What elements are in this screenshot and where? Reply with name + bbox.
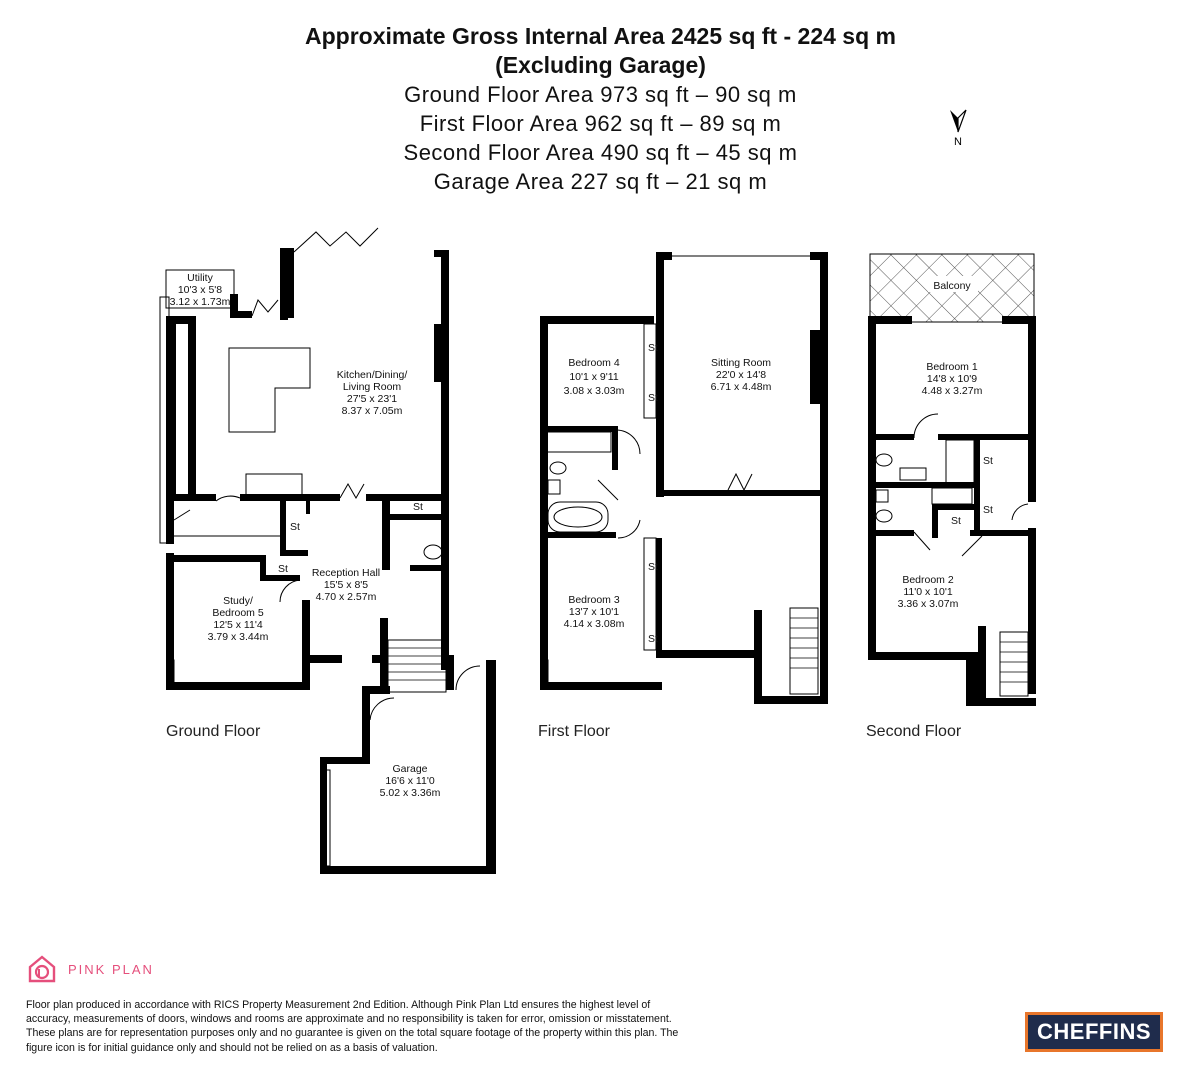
balcony-name: Balcony bbox=[933, 280, 971, 292]
door-swing bbox=[174, 510, 190, 520]
wall bbox=[382, 498, 390, 570]
study-name-1: Study/ bbox=[223, 595, 253, 607]
wall bbox=[166, 316, 176, 498]
wall bbox=[486, 660, 496, 874]
second-floor-area: Second Floor Area 490 sq ft – 45 sq m bbox=[403, 140, 798, 165]
wall bbox=[868, 434, 914, 440]
wall bbox=[280, 498, 286, 556]
wall bbox=[362, 690, 370, 760]
store-label: St bbox=[648, 342, 658, 354]
wall bbox=[656, 650, 756, 658]
shower bbox=[946, 440, 974, 484]
wall bbox=[540, 316, 548, 688]
bath-inner bbox=[554, 507, 602, 527]
fireplace bbox=[434, 324, 449, 382]
cheffins-name: CHEFFINS bbox=[1037, 1019, 1151, 1044]
first-floor-label: First Floor bbox=[538, 723, 610, 740]
excluding-garage-note: (Excluding Garage) bbox=[495, 52, 706, 78]
double-door bbox=[728, 474, 752, 490]
door-swing bbox=[914, 532, 930, 550]
store-label: St bbox=[290, 521, 300, 533]
door-swing bbox=[280, 580, 300, 602]
reception-imperial: 15'5 x 8'5 bbox=[323, 579, 369, 591]
bedroom1-imperial: 14'8 x 10'9 bbox=[926, 373, 978, 385]
wall bbox=[306, 498, 310, 514]
wall bbox=[868, 482, 980, 488]
door-swing bbox=[1012, 504, 1028, 520]
wall bbox=[446, 655, 454, 690]
sitting-room-imperial: 22'0 x 14'8 bbox=[715, 369, 767, 381]
wall bbox=[868, 530, 914, 536]
store-label: St bbox=[413, 501, 423, 513]
wall bbox=[188, 316, 196, 498]
disclaimer-text: Floor plan produced in accordance with RICS Property Measurement 2nd Edition. Although Pink Plan Ltd ensures the highest level of accuracy, measurements of doors, windows and rooms are approximate and no responsibility is taken for error, omission or misstatement. These plans are for representation purposes only and no guarantee is given on the total square footage of the property within this plan. The figure icon is for initial guidance only and should not be relied on as a basis of valuation. bbox=[26, 999, 679, 1054]
wall bbox=[970, 530, 1036, 536]
utility-metric: 3.12 x 1.73m bbox=[169, 296, 231, 308]
wall bbox=[540, 316, 654, 324]
wall bbox=[938, 434, 1036, 440]
pink-plan-name: PINK PLAN bbox=[68, 961, 154, 977]
wall bbox=[366, 494, 449, 501]
wall bbox=[540, 532, 616, 538]
wall bbox=[754, 610, 762, 704]
bedroom4-name: Bedroom 4 bbox=[568, 357, 620, 369]
wall bbox=[166, 555, 266, 562]
fireplace bbox=[810, 330, 820, 404]
wall bbox=[820, 252, 828, 702]
kitchen-island bbox=[229, 348, 310, 432]
store-label: St bbox=[983, 504, 993, 516]
wall bbox=[754, 696, 828, 704]
door-swing bbox=[616, 430, 640, 454]
shower bbox=[932, 488, 972, 504]
bedroom4-imperial: 10'1 x 9'11 bbox=[569, 371, 619, 383]
bifold-door bbox=[252, 300, 278, 316]
sitting-room-name: Sitting Room bbox=[710, 357, 772, 369]
second-floor-plan bbox=[866, 254, 1036, 740]
wall bbox=[240, 494, 340, 501]
door-swing bbox=[914, 414, 938, 438]
wall bbox=[932, 504, 978, 510]
wall bbox=[302, 600, 310, 690]
door-swing bbox=[216, 496, 240, 501]
gross-area-title: Approximate Gross Internal Area 2425 sq ft - 224 sq m bbox=[305, 23, 896, 49]
door-swing bbox=[370, 698, 394, 720]
utility-name: Utility bbox=[187, 272, 213, 284]
first-floor-plan bbox=[538, 252, 828, 740]
wall bbox=[868, 652, 982, 660]
store-label: St bbox=[648, 561, 658, 573]
bedroom2-name: Bedroom 2 bbox=[902, 574, 954, 586]
north-label: N bbox=[954, 136, 962, 148]
store-label: St bbox=[951, 515, 961, 527]
wall bbox=[932, 504, 938, 538]
wall bbox=[1028, 528, 1036, 694]
double-door bbox=[340, 484, 364, 498]
wall bbox=[260, 575, 300, 581]
sitting-room-metric: 6.71 x 4.48m bbox=[710, 381, 772, 393]
wall bbox=[540, 426, 616, 432]
store-label: St bbox=[278, 563, 288, 575]
stairs bbox=[790, 608, 818, 694]
reception-metric: 4.70 x 2.57m bbox=[315, 591, 377, 603]
wall bbox=[966, 698, 1036, 706]
bifold-door bbox=[294, 228, 378, 252]
first-floor-area: First Floor Area 962 sq ft – 89 sq m bbox=[419, 111, 782, 136]
door-swing bbox=[598, 480, 618, 500]
reception-name: Reception Hall bbox=[311, 567, 381, 579]
study-metric: 3.79 x 3.44m bbox=[207, 631, 269, 643]
wall bbox=[1028, 316, 1036, 502]
wall bbox=[166, 682, 310, 690]
ground-floor-label: Ground Floor bbox=[166, 723, 261, 740]
door-swing bbox=[962, 536, 982, 556]
garage-area: Garage Area 227 sq ft – 21 sq m bbox=[433, 169, 768, 194]
ground-floor-area: Ground Floor Area 973 sq ft – 90 sq m bbox=[404, 82, 797, 107]
wall bbox=[230, 311, 252, 318]
door-swing bbox=[456, 666, 480, 690]
cheffins-logo bbox=[1025, 1012, 1163, 1052]
study-imperial: 12'5 x 11'4 bbox=[213, 619, 263, 631]
toilet bbox=[876, 510, 892, 522]
second-floor-label: Second Floor bbox=[866, 723, 962, 740]
wall bbox=[656, 252, 664, 497]
wall bbox=[320, 757, 370, 764]
door-swing bbox=[618, 520, 640, 538]
garage-name: Garage bbox=[392, 763, 428, 775]
store-label: St bbox=[983, 455, 993, 467]
wall bbox=[280, 550, 308, 556]
store-label: St bbox=[648, 392, 658, 404]
basin bbox=[900, 468, 926, 480]
wall bbox=[380, 618, 388, 693]
wall bbox=[302, 655, 342, 663]
ground-floor-plan bbox=[160, 228, 496, 874]
wall bbox=[320, 866, 496, 874]
wall bbox=[166, 498, 174, 544]
toilet bbox=[550, 462, 566, 474]
store-label: St bbox=[648, 633, 658, 645]
wall bbox=[382, 514, 449, 520]
garage-imperial: 16'6 x 11'0 bbox=[385, 775, 435, 787]
wall bbox=[612, 426, 618, 470]
pink-plan-logo-icon bbox=[26, 953, 58, 985]
pink-plan-brand bbox=[26, 952, 154, 986]
wall bbox=[656, 252, 672, 260]
bedroom1-metric: 4.48 x 3.27m bbox=[921, 385, 983, 397]
bedroom2-imperial: 11'0 x 10'1 bbox=[903, 586, 953, 598]
wall bbox=[540, 682, 662, 690]
bedroom3-metric: 4.14 x 3.08m bbox=[563, 618, 625, 630]
kitchen-name-2: Living Room bbox=[342, 381, 402, 393]
wall bbox=[288, 248, 294, 318]
toilet bbox=[876, 454, 892, 466]
kitchen-imperial: 27'5 x 23'1 bbox=[346, 393, 398, 405]
study-name-2: Bedroom 5 bbox=[212, 607, 264, 619]
garage-metric: 5.02 x 3.36m bbox=[379, 787, 441, 799]
wall bbox=[280, 248, 288, 320]
bedroom3-name: Bedroom 3 bbox=[568, 594, 620, 606]
basin bbox=[548, 480, 560, 494]
utility-imperial: 10'3 x 5'8 bbox=[177, 284, 223, 296]
bedroom2-metric: 3.36 x 3.07m bbox=[897, 598, 959, 610]
kitchen-metric: 8.37 x 7.05m bbox=[341, 405, 403, 417]
wall bbox=[974, 440, 980, 536]
wall bbox=[656, 490, 820, 496]
toilet bbox=[424, 545, 442, 559]
hob bbox=[246, 474, 302, 496]
kitchen-name-1: Kitchen/Dining/ bbox=[336, 369, 408, 381]
wall bbox=[441, 250, 449, 670]
shower bbox=[547, 432, 611, 452]
basin bbox=[876, 490, 888, 502]
bedroom4-metric: 3.08 x 3.03m bbox=[563, 385, 625, 397]
bedroom1-name: Bedroom 1 bbox=[926, 361, 978, 373]
bedroom3-imperial: 13'7 x 10'1 bbox=[568, 606, 620, 618]
